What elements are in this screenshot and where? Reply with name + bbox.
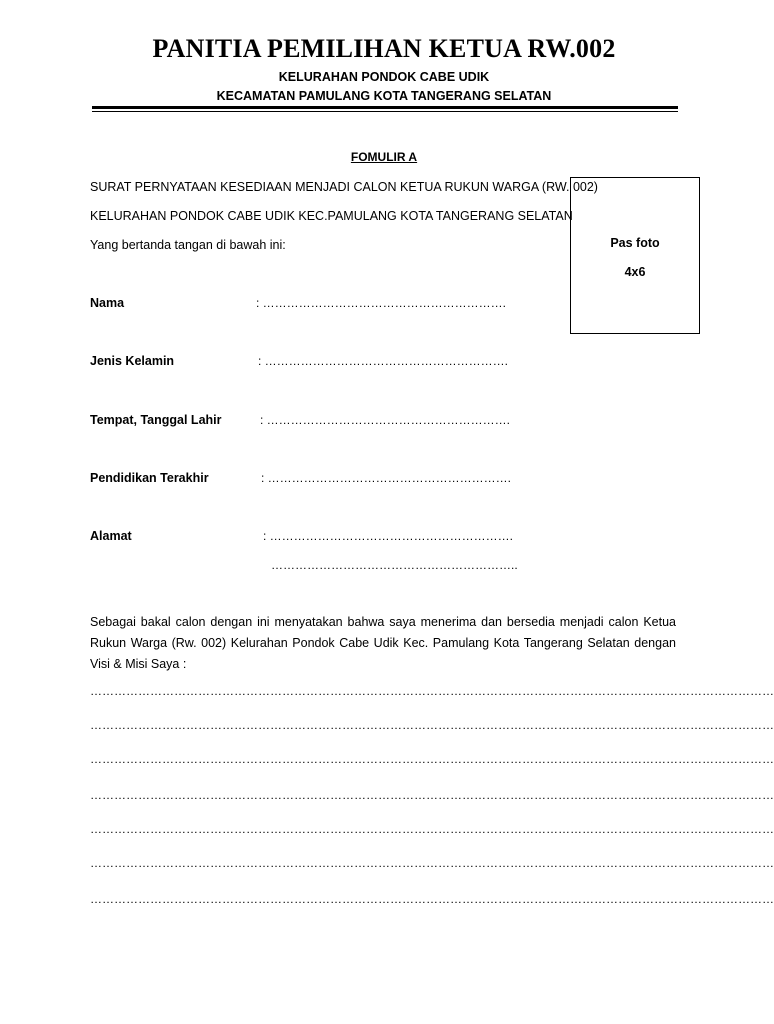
field-label-jenis-kelamin: Jenis Kelamin bbox=[90, 354, 175, 368]
vision-line-1[interactable]: ……………………………………………………………………………………………………………………………………………………… bbox=[90, 684, 774, 698]
field-label-alamat: Alamat bbox=[90, 529, 132, 543]
header-rule-thick bbox=[92, 106, 678, 109]
document-title: PANITIA PEMILIHAN KETUA RW.002 bbox=[152, 34, 616, 63]
photo-label: Pas foto bbox=[610, 236, 660, 250]
photo-size: 4x6 bbox=[624, 265, 646, 279]
vision-line-7[interactable]: ……………………………………………………………………………………………………………………………………………………… bbox=[90, 892, 774, 906]
field-value-tempat-tanggal-lahir[interactable]: : ……………………………………………………. bbox=[260, 413, 511, 427]
subtitle-kecamatan: KECAMATAN PAMULANG KOTA TANGERANG SELATAN bbox=[216, 89, 552, 103]
subtitle-kelurahan: KELURAHAN PONDOK CABE UDIK bbox=[278, 70, 490, 84]
field-value-pendidikan-terakhir[interactable]: : ……………………………………………………. bbox=[261, 471, 512, 485]
field-value-alamat[interactable]: : ……………………………………………………. bbox=[263, 529, 514, 543]
vision-line-5[interactable]: ……………………………………………………………………………………………………………………………………………………… bbox=[90, 822, 774, 836]
photo-box bbox=[570, 177, 700, 334]
statement-paragraph: Sebagai bakal calon dengan ini menyatakan bahwa saya menerima dan bersedia menjadi calon Ketua Rukun Warga (Rw. 002) Kelurahan Pondok Cabe Udik Kec. Pamulang Kota Tangerang Selatan dengan Visi & Misi Saya : bbox=[90, 615, 676, 671]
vision-line-2[interactable]: ……………………………………………………………………………………………………………………………………………………… bbox=[90, 718, 774, 732]
field-label-nama: Nama bbox=[90, 296, 125, 310]
field-value-jenis-kelamin[interactable]: : ……………………………………………………. bbox=[258, 354, 509, 368]
field-value-alamat-line-2[interactable]: …………………………………………………….. bbox=[271, 558, 518, 572]
intro-line-2: KELURAHAN PONDOK CABE UDIK KEC.PAMULANG KOTA TANGERANG SELATAN bbox=[90, 209, 573, 223]
header-rule-thin bbox=[92, 111, 678, 112]
field-label-pendidikan-terakhir: Pendidikan Terakhir bbox=[90, 471, 209, 485]
vision-line-6[interactable]: ……………………………………………………………………………………………………………………………………………………… bbox=[90, 856, 774, 870]
intro-line-1: SURAT PERNYATAAN KESEDIAAN MENJADI CALON KETUA RUKUN WARGA (RW. 002) bbox=[90, 180, 598, 194]
vision-line-3[interactable]: ……………………………………………………………………………………………………………………………………………………… bbox=[90, 752, 774, 766]
vision-line-4[interactable]: ……………………………………………………………………………………………………………………………………………………… bbox=[90, 788, 774, 802]
intro-line-3: Yang bertanda tangan di bawah ini: bbox=[90, 238, 286, 252]
field-label-tempat-tanggal-lahir: Tempat, Tanggal Lahir bbox=[90, 413, 222, 427]
form-title: FOMULIR A bbox=[350, 150, 418, 164]
field-value-nama[interactable]: : ……………………………………………………. bbox=[256, 296, 507, 310]
